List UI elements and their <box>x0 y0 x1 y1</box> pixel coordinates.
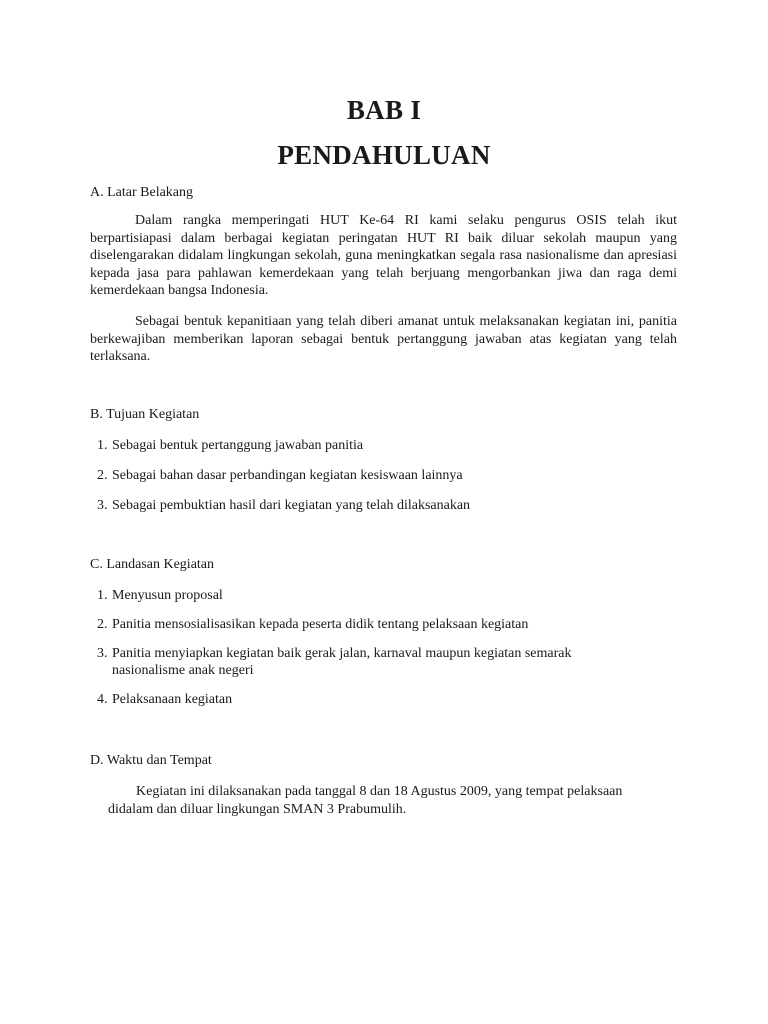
list-item <box>97 587 657 604</box>
section-a-heading: A. Latar Belakang <box>90 185 194 200</box>
list-item-number: 2. <box>97 468 108 483</box>
list-item <box>97 467 657 484</box>
section-a-paragraph-1: Dalam rangka memperingati HUT Ke-64 RI kami selaku pengurus OSIS telah ikut berpartisiapasi dalam berbagai kegiatan peringatan HUT RI baik diluar sekolah maupun yang diselengarakan didalam lingkungan sekolah, guna meningkatkan segala rasa nasionalisme dan apresiasi kepada jasa para pahlawan kemerdekaan yang telah berjuang mengorbankan jiwa dan raga demi kemerdekaan bangsa Indonesia. <box>90 213 677 298</box>
list-item-number: 4. <box>97 692 108 707</box>
list-item-text: Panitia menyiapkan kegiatan baik gerak jalan, karnaval maupun kegiatan semarak nasionalisme anak negeri <box>112 646 572 678</box>
list-item-number: 1. <box>97 588 108 603</box>
section-c-heading: C. Landasan Kegiatan <box>90 557 215 572</box>
section-a-paragraph-2: Sebagai bentuk kepanitiaan yang telah diberi amanat untuk melaksanakan kegiatan ini, panitia berkewajiban memberikan laporan sebagai bentuk pertanggung jawaban atas kegiatan yang telah terlaksana. <box>90 314 677 364</box>
section-b-list <box>97 437 657 514</box>
list-item-text: Pelaksanaan kegiatan <box>112 692 233 707</box>
list-item-number: 3. <box>97 498 108 513</box>
section-d-heading: D. Waktu dan Tempat <box>90 753 212 768</box>
list-item-number: 3. <box>97 646 108 661</box>
list-item <box>97 497 657 514</box>
list-item-number: 1. <box>97 438 108 453</box>
list-item <box>97 691 657 708</box>
list-item-text: Sebagai pembuktian hasil dari kegiatan yang telah dilaksanakan <box>112 498 471 513</box>
list-item-text: Sebagai bentuk pertanggung jawaban panitia <box>112 438 364 453</box>
section-c-list <box>97 587 657 708</box>
list-item-number: 2. <box>97 617 108 632</box>
list-item <box>97 437 657 454</box>
list-item-text: Panitia mensosialisasikan kepada peserta didik tentang pelaksaan kegiatan <box>112 617 529 632</box>
list-item-text: Sebagai bahan dasar perbandingan kegiatan kesiswaan lainnya <box>112 468 463 483</box>
section-b-heading: B. Tujuan Kegiatan <box>90 407 200 422</box>
section-d-paragraph: Kegiatan ini dilaksanakan pada tanggal 8 dan 18 Agustus 2009, yang tempat pelaksaan didalam dan diluar lingkungan SMAN 3 Prabumulih. <box>108 784 623 817</box>
list-item <box>97 645 612 679</box>
chapter-title: PENDAHULUAN <box>277 140 491 170</box>
list-item <box>97 616 657 633</box>
chapter-number: BAB I <box>346 95 422 125</box>
list-item-text: Menyusun proposal <box>112 588 223 603</box>
